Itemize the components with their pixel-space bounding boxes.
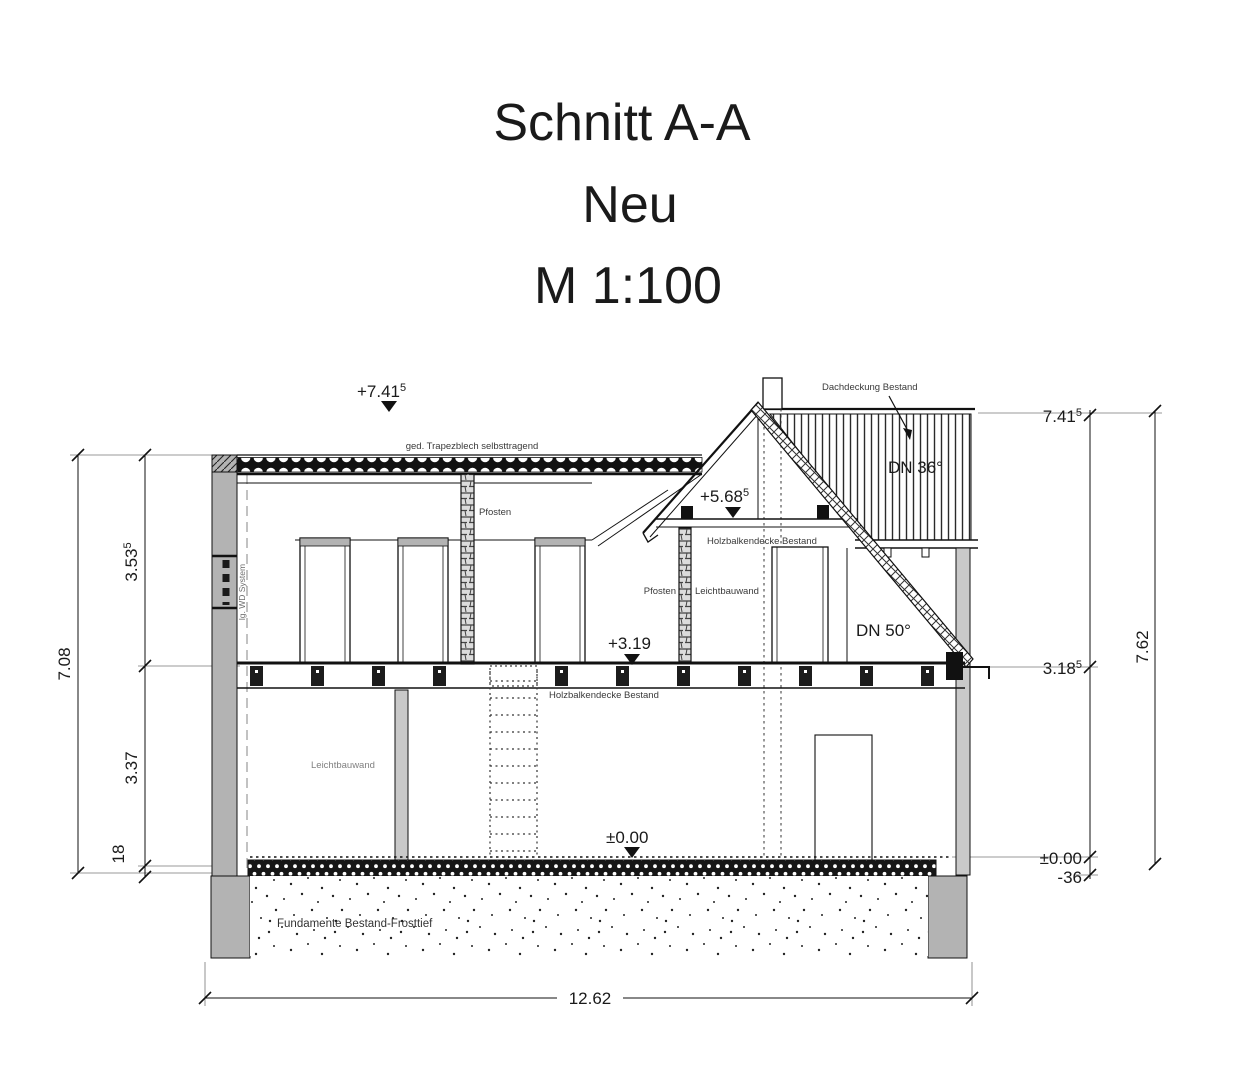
level-ground-floor-text: ±0.00 <box>606 828 649 847</box>
purlin-left <box>681 506 693 519</box>
opening-1 <box>300 538 350 663</box>
foundation-label: Fundamente Bestand-Frosttief <box>277 918 433 930</box>
eaves-beam <box>946 652 963 680</box>
drawing-subtitle: Neu <box>582 176 678 234</box>
level-marker-icon <box>624 847 640 858</box>
dimension-chain-right <box>952 405 1162 887</box>
ground-wall-label: Leichtbauwand <box>311 760 375 771</box>
right-exterior-wall <box>956 548 970 875</box>
ground-door <box>815 735 872 860</box>
soil-stipple <box>250 876 928 956</box>
drawing-title: Schnitt A-A <box>493 94 751 152</box>
rafter-tails <box>884 548 967 557</box>
level-right-foundation: -36 <box>1057 868 1082 887</box>
level-marker-gable <box>700 487 749 518</box>
main-roof-elevation <box>763 409 978 557</box>
slab-opening <box>490 666 537 686</box>
left-wall-cap-hatch <box>212 455 237 472</box>
foundation-left <box>211 876 250 958</box>
section-roof-pitch-label: DN 50° <box>856 621 911 640</box>
purlin-right <box>817 505 829 519</box>
drawing-scale: M 1:100 <box>534 257 722 315</box>
level-marker-ground-floor <box>606 828 648 858</box>
upper-floor-openings <box>300 538 585 663</box>
level-upper-floor-text: +3.19 <box>608 634 652 653</box>
level-gable-text: $+5.68^5$ <box>700 487 750 506</box>
dim-bottom-width: 12.62 <box>568 989 612 1008</box>
roof-covering-label: Dachdeckung Bestand <box>822 382 918 393</box>
upper-post <box>461 474 474 664</box>
level-roof-text: $+7.41^5$ <box>357 382 407 401</box>
level-marker-roof <box>357 382 406 412</box>
dimension-bottom <box>199 962 978 1008</box>
level-marker-icon <box>725 507 741 518</box>
ground-lightweight-wall <box>395 690 408 860</box>
building-section <box>211 378 990 958</box>
level-marker-upper-floor <box>608 634 651 665</box>
attic-wall-label: Leichtbauwand <box>695 586 759 597</box>
attic-post-label: Pfosten <box>643 586 676 597</box>
wall-system-label: lg. WD System <box>237 563 247 621</box>
floor-beams <box>250 666 934 686</box>
dim-left-plinth: 18 <box>109 844 128 864</box>
roof-deck-label: ged. Trapezblech selbsttragend <box>405 441 539 452</box>
flat-roof-deck <box>237 455 702 474</box>
attic-ceiling-label: Holzbalkendecke Bestand <box>707 536 817 547</box>
chimney <box>763 378 782 409</box>
level-right-zero: ±0.00 <box>1039 849 1082 868</box>
foundation-right <box>928 876 967 958</box>
hidden-ladder <box>490 671 537 857</box>
attic-post <box>679 528 691 663</box>
dim-left-total: 7.08 <box>55 647 74 681</box>
title-block <box>493 94 751 315</box>
dim-left-lower: 3.37 <box>122 751 141 785</box>
main-roof-pitch-label: DN 36° <box>888 458 943 477</box>
level-right-roof: 7.41$^5$ <box>1042 407 1082 426</box>
ground-slab <box>248 860 936 876</box>
level-right-floor: 3.18$^5$ <box>1042 659 1082 678</box>
dim-left-upper: 3.53$^5$ <box>122 542 141 582</box>
opening-2 <box>398 538 448 663</box>
left-exterior-wall <box>212 455 237 876</box>
ground-ceiling-label: Holzbalkendecke Bestand <box>549 690 659 701</box>
extension-lines <box>952 413 1162 875</box>
upper-floor-slab <box>237 663 965 688</box>
dim-right-total: 7.62 <box>1133 630 1152 664</box>
upper-post-label: Pfosten <box>479 507 512 518</box>
attic-door <box>772 547 828 663</box>
level-marker-icon <box>381 401 397 412</box>
opening-3 <box>535 538 585 663</box>
